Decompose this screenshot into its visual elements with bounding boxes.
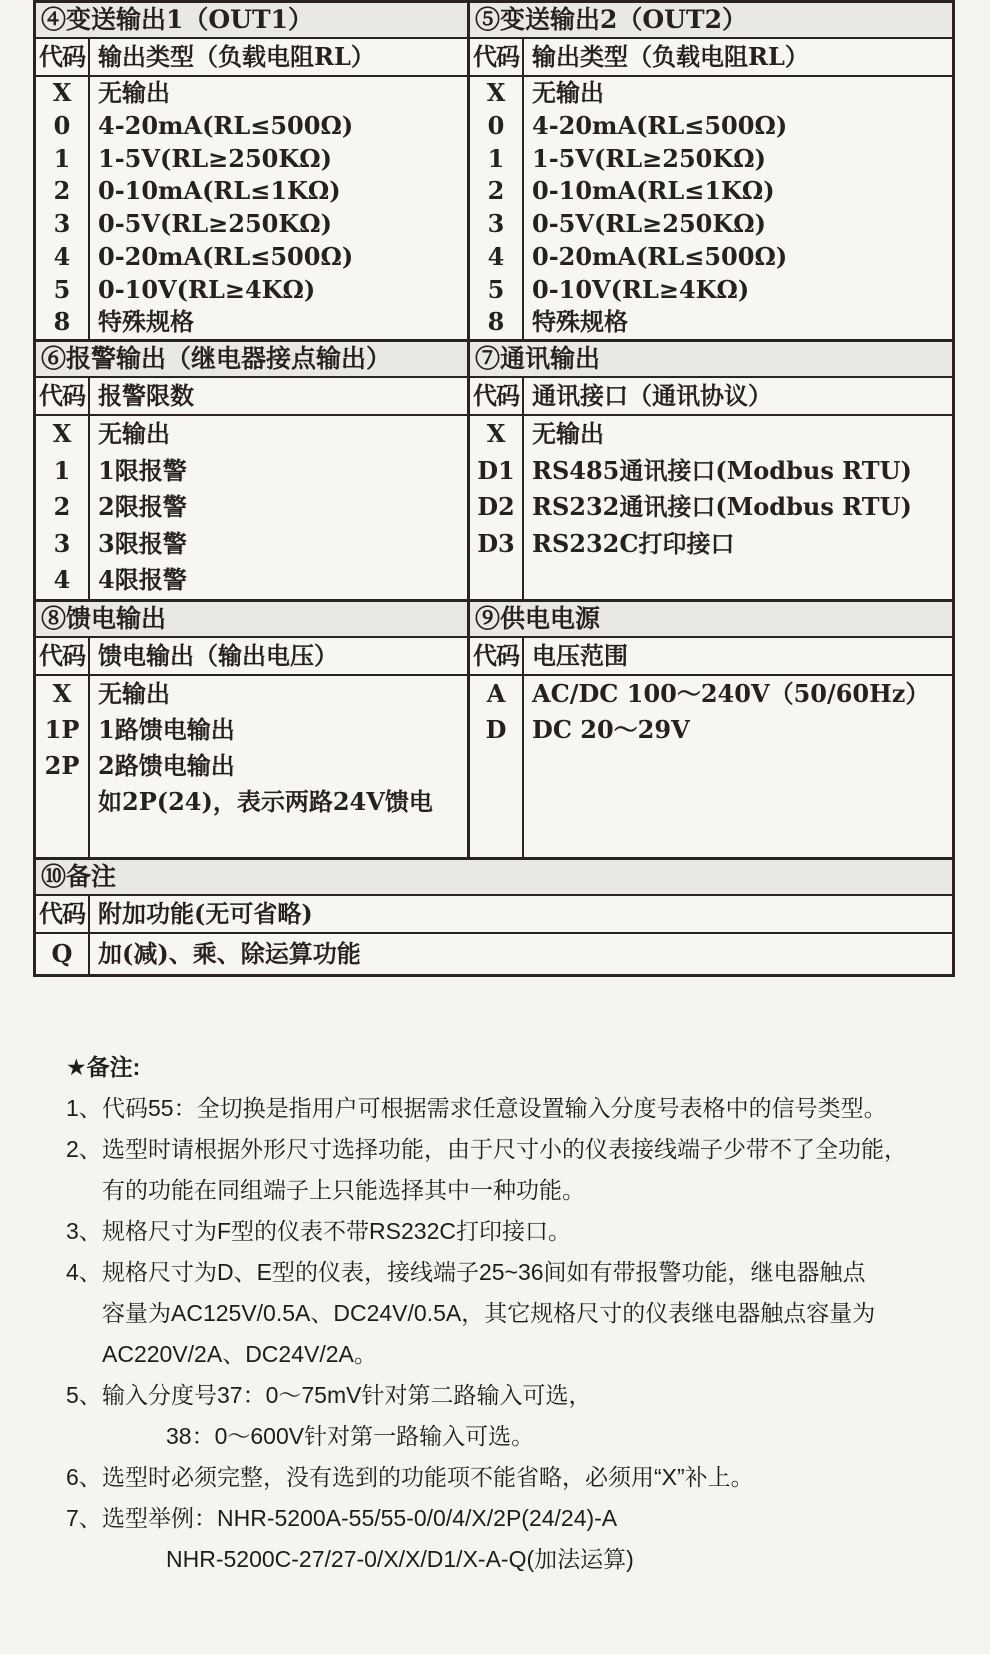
code-column-header: 代码 [36,378,90,414]
code-column [36,416,90,599]
note-item [66,1457,950,1498]
desc-column [90,934,952,974]
section-body [36,77,467,339]
section-body [36,934,952,974]
section-body [36,676,467,857]
desc-column-header: 电压范围 [532,641,628,670]
column-header-row [36,896,952,934]
section-body [36,416,467,599]
row-code: Q [51,939,73,968]
code-column-header: 代码 [470,39,524,75]
row-code: 5 [53,274,71,304]
note-number: 2、 [66,1136,102,1162]
row-code: 0 [487,110,505,140]
row-code: A [486,679,506,708]
row-desc: 无输出 [532,419,604,448]
row-desc: 0-5V(RL≥250KΩ) [98,209,332,238]
row-code: D [485,715,507,744]
row-desc: 4-20mA(RL≤500Ω) [532,110,788,140]
row-code: 4 [487,241,505,271]
row-desc: 特殊规格 [98,307,194,337]
row-code: 2 [53,176,71,206]
section-out1 [36,3,470,339]
code-column-header: 代码 [36,896,90,932]
note-item [66,1252,950,1375]
desc-column [524,77,952,339]
desc-column [90,416,467,599]
code-column [470,676,524,857]
row-desc: DC 20～29V [532,715,690,744]
section-title: ④变送输出1（OUT1） [36,3,467,39]
note-text: 选型举例：NHR-5200A-55/55-0/0/4/X/2P(24/24)-A [102,1505,618,1531]
note-item [66,1498,950,1580]
note-line: NHR-5200C-27/27-0/X/X/D1/X-A-Q(加法运算) [166,1546,634,1572]
notes-list [66,1088,950,1580]
row-desc: 3限报警 [98,528,187,558]
notes-section [66,1047,950,1580]
row-code: 8 [53,307,71,337]
row-code: X [52,679,72,708]
note-line [66,1252,950,1293]
row-desc: 如2P(24)，表示两路24V馈电 [98,787,433,816]
row-desc: 1路馈电输出 [98,715,235,744]
row-desc: 加(减)、乘、除运算功能 [98,939,361,968]
desc-column-header: 报警限数 [98,381,194,410]
note-text: 输入分度号37：0～75mV针对第二路输入可选， [102,1382,592,1408]
section-title: ⑤变送输出2（OUT2） [470,3,952,39]
row-desc: 特殊规格 [532,307,628,337]
code-column [470,416,524,599]
row-desc: 0-20mA(RL≤500Ω) [98,241,354,271]
section-title: ⑦通讯输出 [470,342,952,378]
row-desc: 0-10V(RL≥4KΩ) [98,274,316,304]
row-code: 3 [53,209,71,238]
row-code: 1 [53,143,71,173]
table-band-remark [36,857,952,974]
section-remark [36,860,952,974]
row-desc: 4-20mA(RL≤500Ω) [98,110,354,140]
section-title: ⑨供电电源 [470,602,952,638]
row-code: 2 [487,176,505,206]
column-header-row [470,638,952,676]
note-line: 38：0～600V针对第一路输入可选。 [166,1423,535,1449]
row-desc: RS485通讯接口(Modbus RTU) [532,455,912,485]
code-column [470,77,524,339]
row-code: 8 [487,307,505,337]
note-number: 7、 [66,1505,102,1531]
note-line [66,1211,950,1252]
desc-column-header: 输出类型（负载电阻RL） [532,42,809,71]
desc-column [90,676,467,857]
section-title: ⑧馈电输出 [36,602,467,638]
row-code: X [52,419,72,448]
row-desc: 4限报警 [98,565,187,594]
row-desc: 0-10V(RL≥4KΩ) [532,274,750,304]
table-band-alarm-comm [36,339,952,599]
note-number: 1、 [66,1095,102,1121]
row-desc: 0-10mA(RL≤1KΩ) [532,176,775,206]
row-desc: 2路馈电输出 [98,751,235,780]
code-column-header: 代码 [36,638,90,674]
row-code: 5 [487,274,505,304]
section-alarm [36,342,470,599]
note-item [66,1129,950,1211]
code-column [36,934,90,974]
column-header-row [36,39,467,77]
table-band-feed-power [36,599,952,857]
row-desc: 无输出 [532,78,604,107]
note-line [66,1088,950,1129]
row-desc: 1-5V(RL≥250KΩ) [532,143,766,173]
row-code: D1 [477,455,515,485]
row-desc: 1限报警 [98,455,187,485]
row-desc: 无输出 [98,419,170,448]
note-text: 选型时必须完整，没有选到的功能项不能省略，必须用“X”补上。 [102,1464,754,1490]
note-line [66,1375,950,1416]
row-code: 0 [53,110,71,140]
desc-column-header: 附加功能(无可省略) [98,899,313,928]
row-code: 1 [53,455,71,485]
table-band-transmit-outputs [36,3,952,339]
note-number: 3、 [66,1218,102,1244]
row-desc: RS232通讯接口(Modbus RTU) [532,492,912,521]
column-header-row [36,378,467,416]
ordering-spec-table [33,0,955,977]
note-line: 容量为AC125V/0.5A、DC24V/0.5A，其它规格尺寸的仪表继电器触点容量为 [102,1300,876,1326]
note-text: 代码55：全切换是指用户可根据需求任意设置输入分度号表格中的信号类型。 [102,1095,887,1121]
row-code: 1 [487,143,505,173]
row-code: 2P [44,751,80,780]
row-code: D3 [477,528,515,558]
note-number: 4、 [66,1259,102,1285]
row-code: 2 [53,492,71,521]
section-out2 [470,3,952,339]
section-title: ⑩备注 [36,860,952,896]
note-number: 6、 [66,1464,102,1490]
note-line: AC220V/2A、DC24V/2A。 [102,1341,377,1367]
row-desc: 0-5V(RL≥250KΩ) [532,209,766,238]
column-header-row [36,638,467,676]
column-header-row [470,39,952,77]
section-power [470,602,952,857]
row-code: 3 [53,528,71,558]
row-code: 3 [487,209,505,238]
row-code: D2 [477,492,515,521]
row-code: 4 [53,565,71,594]
row-code: X [52,78,72,107]
note-text: 规格尺寸为D、E型的仪表，接线端子25~36间如有带报警功能，继电器触点 [102,1259,866,1285]
desc-column-header: 馈电输出（输出电压） [98,641,338,670]
desc-column [90,77,467,339]
row-desc: 无输出 [98,78,170,107]
row-desc: 无输出 [98,679,170,708]
row-code [36,784,88,820]
section-body [470,676,952,857]
section-feed [36,602,470,857]
row-desc: AC/DC 100～240V（50/60Hz） [532,679,930,708]
section-comm [470,342,952,599]
code-column [36,676,90,857]
notes-title: ★备注: [66,1054,141,1080]
desc-column-header: 通讯接口（通讯协议） [532,381,772,410]
code-column [36,77,90,339]
code-column-header: 代码 [470,378,524,414]
row-desc: 0-20mA(RL≤500Ω) [532,241,788,271]
note-item [66,1088,950,1129]
note-line [66,1498,950,1539]
note-text: 规格尺寸为F型的仪表不带RS232C打印接口。 [102,1218,571,1244]
section-body [470,416,952,599]
desc-column [524,416,952,599]
note-line: 有的功能在同组端子上只能选择其中一种功能。 [102,1177,585,1203]
column-header-row [470,378,952,416]
row-desc: 0-10mA(RL≤1KΩ) [98,176,341,206]
code-column-header: 代码 [470,638,524,674]
note-item [66,1211,950,1252]
section-title: ⑥报警输出（继电器接点输出） [36,342,467,378]
section-body [470,77,952,339]
note-line [66,1457,950,1498]
desc-column-header: 输出类型（负载电阻RL） [98,42,375,71]
row-desc: RS232C打印接口 [532,528,735,558]
code-column-header: 代码 [36,39,90,75]
note-text: 选型时请根据外形尺寸选择功能，由于尺寸小的仪表接线端子少带不了全功能， [102,1136,907,1162]
row-desc: 2限报警 [98,492,187,521]
note-number: 5、 [66,1382,102,1408]
row-code: X [486,419,506,448]
desc-column [524,676,952,857]
note-item [66,1375,950,1457]
row-code: 1P [44,715,80,744]
row-desc: 1-5V(RL≥250KΩ) [98,143,332,173]
row-code: X [486,78,506,107]
row-code: 4 [53,241,71,271]
note-line [66,1129,950,1170]
